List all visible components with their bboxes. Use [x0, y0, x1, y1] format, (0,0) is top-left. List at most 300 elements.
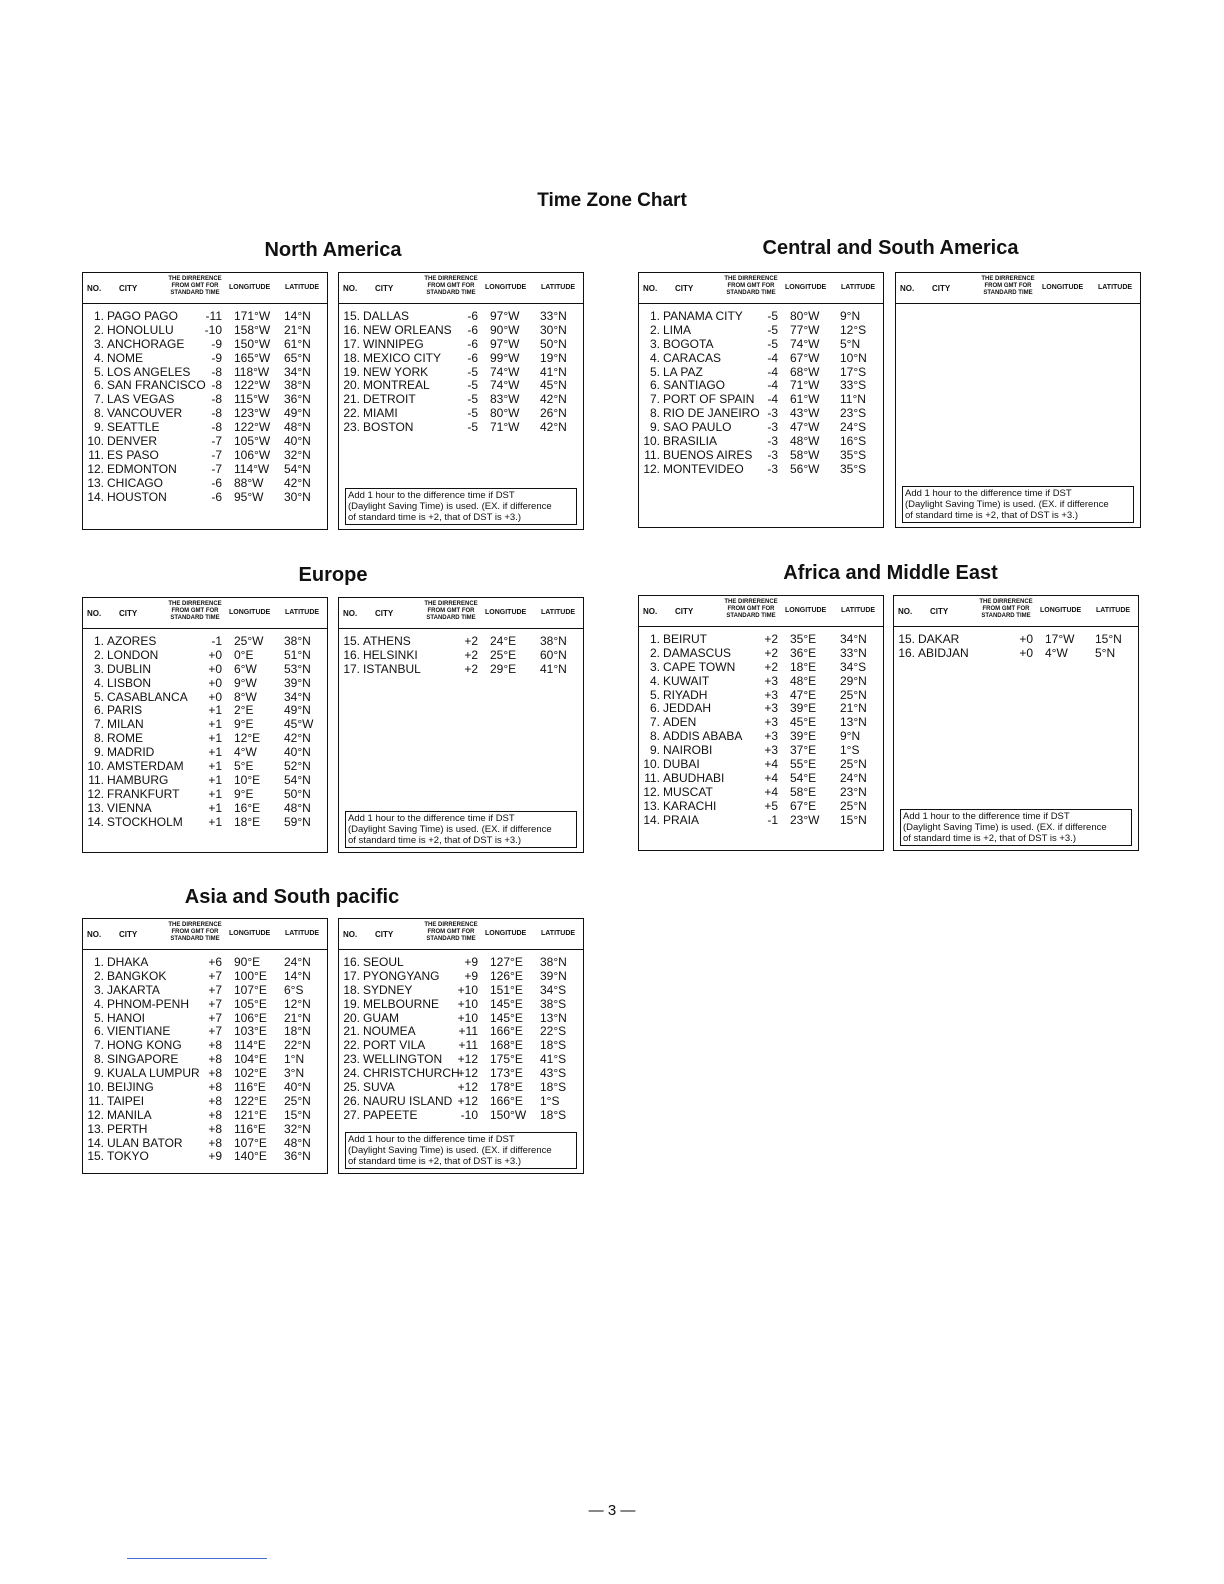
cell-longitude: 74°W — [490, 378, 520, 393]
cell-difference: +2 — [764, 659, 778, 674]
table-row — [339, 1011, 583, 1025]
cell-difference: +8 — [208, 1066, 222, 1081]
cell-difference: +8 — [208, 1121, 222, 1136]
header-difference-line: STANDARD TIME — [426, 615, 476, 621]
cell-latitude: 5°N — [840, 336, 861, 351]
cell-latitude: 53°N — [284, 661, 311, 676]
cell-no: 1. — [93, 634, 104, 648]
region-title-central-south-america: Central and South America — [762, 237, 1019, 259]
header-difference-line: STANDARD TIME — [426, 936, 476, 942]
table-row — [339, 997, 583, 1011]
header-difference — [155, 601, 235, 622]
cell-longitude: 90°E — [234, 955, 261, 969]
cell-city: CASABLANCA — [107, 689, 188, 704]
cell-no: 4. — [649, 673, 660, 688]
cell-difference: -6 — [467, 309, 478, 323]
table-row — [83, 448, 327, 462]
table-header — [83, 598, 327, 629]
cell-longitude: 6°W — [234, 661, 257, 676]
cell-no: 1. — [93, 309, 104, 323]
table-row — [639, 309, 883, 323]
header-difference-line: THE DIRRERENCE — [168, 276, 222, 282]
header-city: CITY — [375, 609, 394, 618]
header-longitude: LONGITUDE — [1042, 284, 1084, 291]
header-difference-line: FROM GMT FOR — [727, 283, 775, 289]
table-body — [894, 627, 1138, 660]
cell-latitude: 50°N — [540, 336, 567, 351]
cell-city: CAPE TOWN — [663, 659, 736, 674]
cell-latitude: 43°S — [540, 1066, 567, 1081]
header-latitude: LATITUDE — [285, 930, 320, 937]
cell-difference: -5 — [467, 378, 478, 393]
cell-latitude: 34°N — [284, 364, 311, 379]
cell-city: DALLAS — [363, 309, 410, 323]
cell-longitude: 48°W — [790, 434, 820, 449]
cell-latitude: 40°N — [284, 745, 311, 760]
table-row — [639, 688, 883, 702]
cell-no: 19. — [343, 996, 360, 1011]
cell-difference: +1 — [208, 786, 222, 801]
cell-no: 18. — [343, 982, 360, 997]
cell-longitude: 71°W — [790, 378, 820, 393]
header-no: NO. — [87, 609, 102, 618]
cell-latitude: 42°N — [284, 475, 311, 490]
cell-latitude: 29°N — [840, 673, 867, 688]
table-row — [339, 337, 583, 351]
cell-city: MIAMI — [363, 406, 398, 421]
header-difference-line: FROM GMT FOR — [427, 608, 475, 614]
cell-longitude: 116°E — [234, 1121, 266, 1136]
cell-no: 8. — [93, 406, 104, 421]
cell-city: ADEN — [663, 715, 697, 730]
cell-city: BANGKOK — [107, 968, 167, 983]
header-difference — [711, 276, 791, 297]
dst-note — [900, 809, 1132, 846]
cell-latitude: 1°S — [540, 1093, 560, 1108]
cell-difference: +12 — [457, 1052, 478, 1067]
cell-latitude: 39°N — [540, 968, 567, 983]
cell-no: 11. — [88, 772, 104, 787]
table-row — [83, 420, 327, 434]
cell-difference: -8 — [211, 364, 222, 379]
cell-no: 3. — [93, 661, 104, 676]
table-row — [83, 717, 327, 731]
table-row — [339, 309, 583, 323]
table-row — [639, 323, 883, 337]
cell-latitude: 12°N — [284, 996, 311, 1011]
cell-latitude: 59°N — [284, 814, 311, 829]
cell-no: 5. — [649, 687, 660, 702]
table-row — [639, 632, 883, 646]
table-row — [639, 771, 883, 785]
cell-longitude: 5°E — [234, 759, 254, 774]
cell-latitude: 25°N — [840, 687, 867, 702]
header-difference — [411, 601, 491, 622]
region-title-europe: Europe — [298, 564, 368, 586]
table-row — [83, 676, 327, 690]
cell-difference: -10 — [460, 1107, 478, 1122]
table-row — [83, 1038, 327, 1052]
cell-no: 1. — [649, 632, 660, 646]
header-difference — [155, 276, 235, 297]
cell-longitude: 24°E — [490, 634, 517, 648]
header-city: CITY — [930, 607, 949, 616]
cell-city: BOSTON — [363, 420, 414, 435]
cell-city: LAS VEGAS — [107, 392, 175, 407]
cell-difference: +8 — [208, 1052, 222, 1067]
cell-difference: +1 — [208, 772, 222, 787]
cell-longitude: 122°W — [234, 420, 271, 435]
cell-city: TOKYO — [107, 1149, 149, 1164]
table-body — [339, 304, 583, 434]
cell-longitude: 116°E — [234, 1080, 266, 1095]
cell-latitude: 42°N — [284, 731, 311, 746]
cell-difference: +12 — [457, 1093, 478, 1108]
cell-longitude: 9°E — [234, 717, 254, 732]
cell-longitude: 36°E — [790, 645, 817, 660]
cell-difference: -7 — [211, 461, 222, 476]
table-header — [894, 596, 1138, 627]
table-row — [83, 955, 327, 969]
cell-difference: -10 — [204, 322, 222, 337]
cell-longitude: 4°W — [234, 745, 257, 760]
page-number: — 3 — — [588, 1502, 636, 1519]
cell-difference: +8 — [208, 1093, 222, 1108]
cell-latitude: 36°N — [284, 392, 311, 407]
cell-difference: -3 — [767, 447, 778, 462]
table-header — [639, 596, 883, 627]
dst-note-line: of standard time is +2, that of DST is +3.) — [348, 1156, 522, 1167]
cell-longitude: 18°E — [234, 814, 261, 829]
header-no: NO. — [343, 284, 358, 293]
cell-longitude: 165°W — [234, 350, 271, 365]
cell-latitude: 40°N — [284, 1080, 311, 1095]
cell-longitude: 102°E — [234, 1066, 267, 1081]
cell-latitude: 24°S — [840, 420, 867, 435]
cell-longitude: 175°E — [490, 1052, 523, 1067]
cell-latitude: 21°N — [840, 701, 867, 716]
cell-no: 7. — [93, 392, 104, 407]
cell-latitude: 52°N — [284, 759, 311, 774]
cell-city: PRAIA — [663, 812, 700, 827]
cell-longitude: 166°E — [490, 1093, 523, 1108]
cell-longitude: 80°W — [790, 309, 820, 323]
cell-no: 17. — [343, 968, 360, 983]
cell-difference: +12 — [457, 1066, 478, 1081]
cell-difference: +6 — [208, 955, 222, 969]
cell-city: ADDIS ABABA — [663, 729, 743, 744]
cell-difference: +10 — [457, 1010, 478, 1025]
table-row — [83, 759, 327, 773]
cell-difference: +2 — [764, 632, 778, 646]
header-difference-line: THE DIRRERENCE — [424, 276, 478, 282]
header-difference-line: THE DIRRERENCE — [724, 599, 778, 605]
cell-latitude: 10°N — [840, 350, 867, 365]
header-difference-line: FROM GMT FOR — [171, 608, 219, 614]
cell-city: KUWAIT — [663, 673, 710, 688]
cell-no: 12. — [87, 1107, 104, 1122]
cell-no: 12. — [643, 461, 660, 476]
cell-no: 15. — [898, 632, 915, 646]
cell-city: SANTIAGO — [663, 378, 726, 393]
cell-no: 17. — [343, 336, 360, 351]
cell-latitude: 21°N — [284, 1010, 311, 1025]
table-row — [639, 813, 883, 827]
cell-difference: -5 — [467, 420, 478, 435]
cell-no: 16. — [343, 322, 360, 337]
cell-city: ABUDHABI — [663, 770, 725, 785]
cell-no: 2. — [93, 968, 104, 983]
cell-city: HONG KONG — [107, 1038, 182, 1053]
table-row — [639, 365, 883, 379]
cell-longitude: 35°E — [790, 632, 817, 646]
cell-no: 9. — [649, 420, 660, 435]
cell-longitude: 67°W — [790, 350, 820, 365]
cell-latitude: 14°N — [284, 968, 311, 983]
cell-difference: +3 — [764, 743, 778, 758]
cell-longitude: 54°E — [790, 770, 817, 785]
cell-difference: +8 — [208, 1135, 222, 1150]
cell-longitude: 12°E — [234, 731, 261, 746]
cell-city: LIMA — [663, 322, 692, 337]
footer-divider — [127, 1558, 267, 1559]
header-difference-line: FROM GMT FOR — [171, 283, 219, 289]
header-difference — [411, 922, 491, 943]
cell-difference: -4 — [767, 364, 778, 379]
cell-difference: +9 — [208, 1149, 222, 1164]
header-city: CITY — [119, 609, 138, 618]
cell-city: PAGO PAGO — [107, 309, 178, 323]
cell-city: DHAKA — [107, 955, 149, 969]
cell-city: FRANKFURT — [107, 786, 180, 801]
cell-longitude: 95°W — [234, 489, 264, 504]
header-latitude: LATITUDE — [1098, 284, 1133, 291]
cell-longitude: 80°W — [490, 406, 520, 421]
cell-latitude: 30°N — [540, 322, 567, 337]
cell-city: DUBLIN — [107, 661, 152, 676]
dst-note-line: Add 1 hour to the difference time if DST — [348, 813, 515, 824]
table-row — [639, 701, 883, 715]
header-difference-line: STANDARD TIME — [726, 613, 776, 619]
header-difference — [711, 599, 791, 620]
cell-difference: +11 — [458, 1038, 478, 1053]
cell-latitude: 54°N — [284, 772, 311, 787]
cell-longitude: 171°W — [234, 309, 271, 323]
cell-longitude: 105°W — [234, 434, 271, 449]
table-row — [83, 983, 327, 997]
cell-longitude: 150°W — [490, 1107, 527, 1122]
table-row — [83, 309, 327, 323]
table-row — [339, 634, 583, 648]
table-header — [83, 919, 327, 950]
table-row — [83, 690, 327, 704]
cell-longitude: 8°W — [234, 689, 257, 704]
cell-longitude: 39°E — [790, 729, 817, 744]
table-row — [639, 462, 883, 476]
cell-no: 9. — [93, 420, 104, 435]
table-row — [83, 745, 327, 759]
header-difference-line: THE DIRRERENCE — [168, 601, 222, 607]
cell-difference: +11 — [458, 1024, 478, 1039]
cell-longitude: 99°W — [490, 350, 520, 365]
cell-longitude: 145°E — [490, 996, 523, 1011]
table-row — [83, 392, 327, 406]
cell-city: HANOI — [107, 1010, 146, 1025]
cell-longitude: 127°E — [490, 955, 523, 969]
cell-longitude: 115°W — [234, 392, 270, 407]
cell-no: 12. — [643, 784, 660, 799]
cell-longitude: 90°W — [490, 322, 520, 337]
cell-city: NEW YORK — [363, 364, 429, 379]
table-row — [83, 815, 327, 829]
header-latitude: LATITUDE — [1096, 607, 1131, 614]
table-row — [83, 1011, 327, 1025]
header-difference-line: STANDARD TIME — [981, 613, 1031, 619]
table-row — [339, 969, 583, 983]
header-longitude: LONGITUDE — [229, 930, 271, 937]
cell-latitude: 18°S — [540, 1038, 567, 1053]
header-difference-line: FROM GMT FOR — [171, 929, 219, 935]
cell-city: DAMASCUS — [663, 645, 732, 660]
cell-latitude: 35°S — [840, 461, 867, 476]
table-central-south-america-1 — [638, 272, 884, 528]
cell-longitude: 126°E — [490, 968, 523, 983]
cell-no: 19. — [343, 364, 360, 379]
cell-city: BUENOS AIRES — [663, 447, 753, 462]
table-row — [639, 743, 883, 757]
header-no: NO. — [87, 930, 102, 939]
cell-no: 6. — [649, 701, 660, 716]
cell-longitude: 10°E — [234, 772, 261, 787]
cell-latitude: 16°S — [840, 434, 867, 449]
cell-no: 7. — [649, 715, 660, 730]
header-city: CITY — [932, 284, 951, 293]
cell-difference: -6 — [211, 475, 222, 490]
cell-city: MEXICO CITY — [363, 350, 442, 365]
cell-no: 14. — [87, 489, 104, 504]
cell-difference: -8 — [211, 392, 222, 407]
header-difference — [966, 599, 1046, 620]
cell-latitude: 18°S — [540, 1080, 567, 1095]
cell-no: 6. — [93, 1024, 104, 1039]
cell-no: 10. — [643, 757, 660, 772]
table-body — [339, 950, 583, 1122]
cell-longitude: 58°E — [790, 784, 817, 799]
cell-city: HAMBURG — [107, 772, 169, 787]
cell-latitude: 45°N — [540, 378, 567, 393]
cell-latitude: 35°S — [840, 447, 867, 462]
header-longitude: LONGITUDE — [485, 930, 527, 937]
cell-latitude: 33°N — [840, 645, 867, 660]
table-row — [339, 955, 583, 969]
cell-longitude: 83°W — [490, 392, 520, 407]
cell-difference: +1 — [208, 800, 222, 815]
cell-latitude: 17°S — [840, 364, 867, 379]
cell-latitude: 45°W — [284, 717, 314, 732]
cell-longitude: 67°E — [790, 798, 817, 813]
cell-no: 7. — [93, 717, 104, 732]
cell-longitude: 122°E — [234, 1093, 267, 1108]
header-difference-line: STANDARD TIME — [426, 290, 476, 296]
cell-city: RIYADH — [663, 687, 708, 702]
cell-city: LA PAZ — [663, 364, 703, 379]
cell-city: ATHENS — [363, 634, 411, 648]
table-row — [639, 785, 883, 799]
table-header — [339, 598, 583, 629]
header-no: NO. — [87, 284, 102, 293]
cell-city: CHRISTCHURCH — [363, 1066, 460, 1081]
cell-latitude: 36°N — [284, 1149, 311, 1164]
cell-difference: +4 — [764, 770, 778, 785]
table-body — [896, 304, 1140, 309]
table-body — [639, 304, 883, 476]
cell-no: 3. — [649, 336, 660, 351]
cell-city: LISBON — [107, 675, 152, 690]
table-header — [339, 273, 583, 304]
dst-note-line: (Daylight Saving Time) is used. (EX. if difference — [348, 501, 552, 512]
cell-city: AMSTERDAM — [107, 759, 184, 774]
cell-difference: -1 — [767, 812, 778, 827]
cell-latitude: 32°N — [284, 1121, 311, 1136]
table-central-south-america-2 — [895, 272, 1141, 528]
cell-city: SAO PAULO — [663, 420, 732, 435]
table-asia-south-pacific-2 — [338, 918, 584, 1174]
table-row — [639, 378, 883, 392]
cell-city: NAIROBI — [663, 743, 713, 758]
cell-city: PARIS — [107, 703, 143, 718]
cell-city: MILAN — [107, 717, 144, 732]
table-row — [339, 1066, 583, 1080]
cell-no: 26. — [343, 1093, 360, 1108]
header-no: NO. — [343, 930, 358, 939]
header-difference-line: STANDARD TIME — [983, 290, 1033, 296]
table-row — [339, 1108, 583, 1122]
cell-difference: +9 — [464, 968, 478, 983]
cell-difference: +3 — [764, 673, 778, 688]
cell-no: 9. — [93, 1066, 104, 1081]
cell-no: 6. — [93, 378, 104, 393]
table-body — [83, 950, 327, 1163]
cell-city: LOS ANGELES — [107, 364, 191, 379]
cell-longitude: 103°E — [234, 1024, 267, 1039]
cell-city: NOUMEA — [363, 1024, 416, 1039]
page-title: Time Zone Chart — [537, 190, 687, 211]
cell-difference: +2 — [764, 645, 778, 660]
table-body — [83, 304, 327, 503]
cell-difference: +7 — [208, 968, 222, 983]
cell-latitude: 42°N — [540, 392, 567, 407]
cell-difference: +0 — [208, 675, 222, 690]
cell-no: 7. — [93, 1038, 104, 1053]
cell-latitude: 21°N — [284, 322, 311, 337]
cell-difference: +2 — [464, 661, 478, 676]
table-row — [83, 337, 327, 351]
cell-city: BRASILIA — [663, 434, 718, 449]
cell-latitude: 14°N — [284, 309, 311, 323]
cell-longitude: 61°W — [790, 392, 820, 407]
header-no: NO. — [898, 607, 913, 616]
cell-city: MUSCAT — [663, 784, 713, 799]
cell-latitude: 15°N — [1095, 632, 1122, 646]
cell-longitude: 58°W — [790, 447, 820, 462]
cell-longitude: 16°E — [234, 800, 261, 815]
cell-no: 8. — [93, 731, 104, 746]
cell-no: 2. — [649, 645, 660, 660]
cell-city: SYDNEY — [363, 982, 413, 997]
cell-no: 15. — [343, 309, 360, 323]
table-row — [83, 1052, 327, 1066]
header-difference-line: THE DIRRERENCE — [979, 599, 1033, 605]
